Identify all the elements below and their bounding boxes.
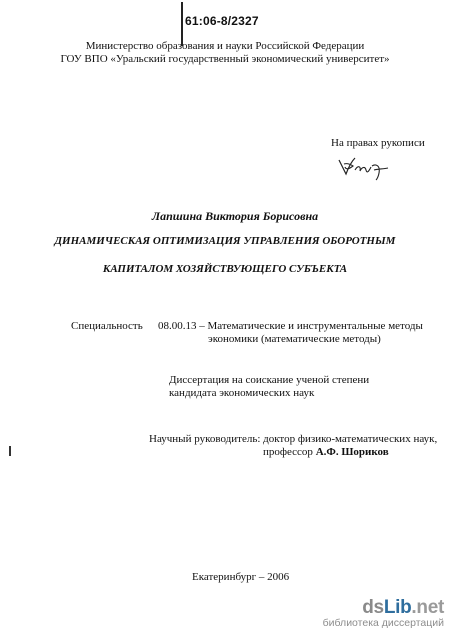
title-line-1: ДИНАМИЧЕСКАЯ ОПТИМИЗАЦИЯ УПРАВЛЕНИЯ ОБОРОТНЫМ xyxy=(54,235,396,247)
watermark-net: .net xyxy=(411,597,444,618)
specialty-continuation: экономики (математические методы) xyxy=(208,333,381,345)
shelf-mark-text: 61:06-8/2327 xyxy=(185,14,259,28)
specialty-code: 08.00.13 – Математические и инструментальные методы xyxy=(158,320,423,332)
handwritten-signature xyxy=(336,154,390,182)
author-name: Лапшина Виктория Борисовна xyxy=(151,209,319,223)
watermark-logo xyxy=(323,597,444,619)
manuscript-rights: На правах рукописи xyxy=(331,137,425,149)
title-line-2: КАПИТАЛОМ ХОЗЯЙСТВУЮЩЕГО СУБЪЕКТА xyxy=(102,263,348,275)
specialty-label: Специальность xyxy=(71,320,143,332)
degree-line-2: кандидата экономических наук xyxy=(169,387,315,399)
watermark xyxy=(323,597,444,629)
watermark-ds: ds xyxy=(362,597,384,618)
mark-left xyxy=(9,446,11,456)
supervisor-title: профессор xyxy=(263,446,313,458)
supervisor-name: А.Ф. Шориков xyxy=(315,446,389,458)
place-year: Екатеринбург – 2006 xyxy=(192,571,290,583)
watermark-subtitle: библиотека диссертаций xyxy=(322,617,444,629)
supervisor-line-1: Научный руководитель: доктор физико-математических наук, xyxy=(149,433,438,445)
shelf-mark xyxy=(185,14,259,28)
degree-line-1: Диссертация на соискание ученой степени xyxy=(169,374,370,386)
supervisor-line-2 xyxy=(263,446,389,458)
university-line: ГОУ ВПО «Уральский государственный экономический университет» xyxy=(60,53,390,65)
ministry-line: Министерство образования и науки Российской Федерации xyxy=(85,40,365,52)
watermark-lib: Lib xyxy=(383,597,412,618)
